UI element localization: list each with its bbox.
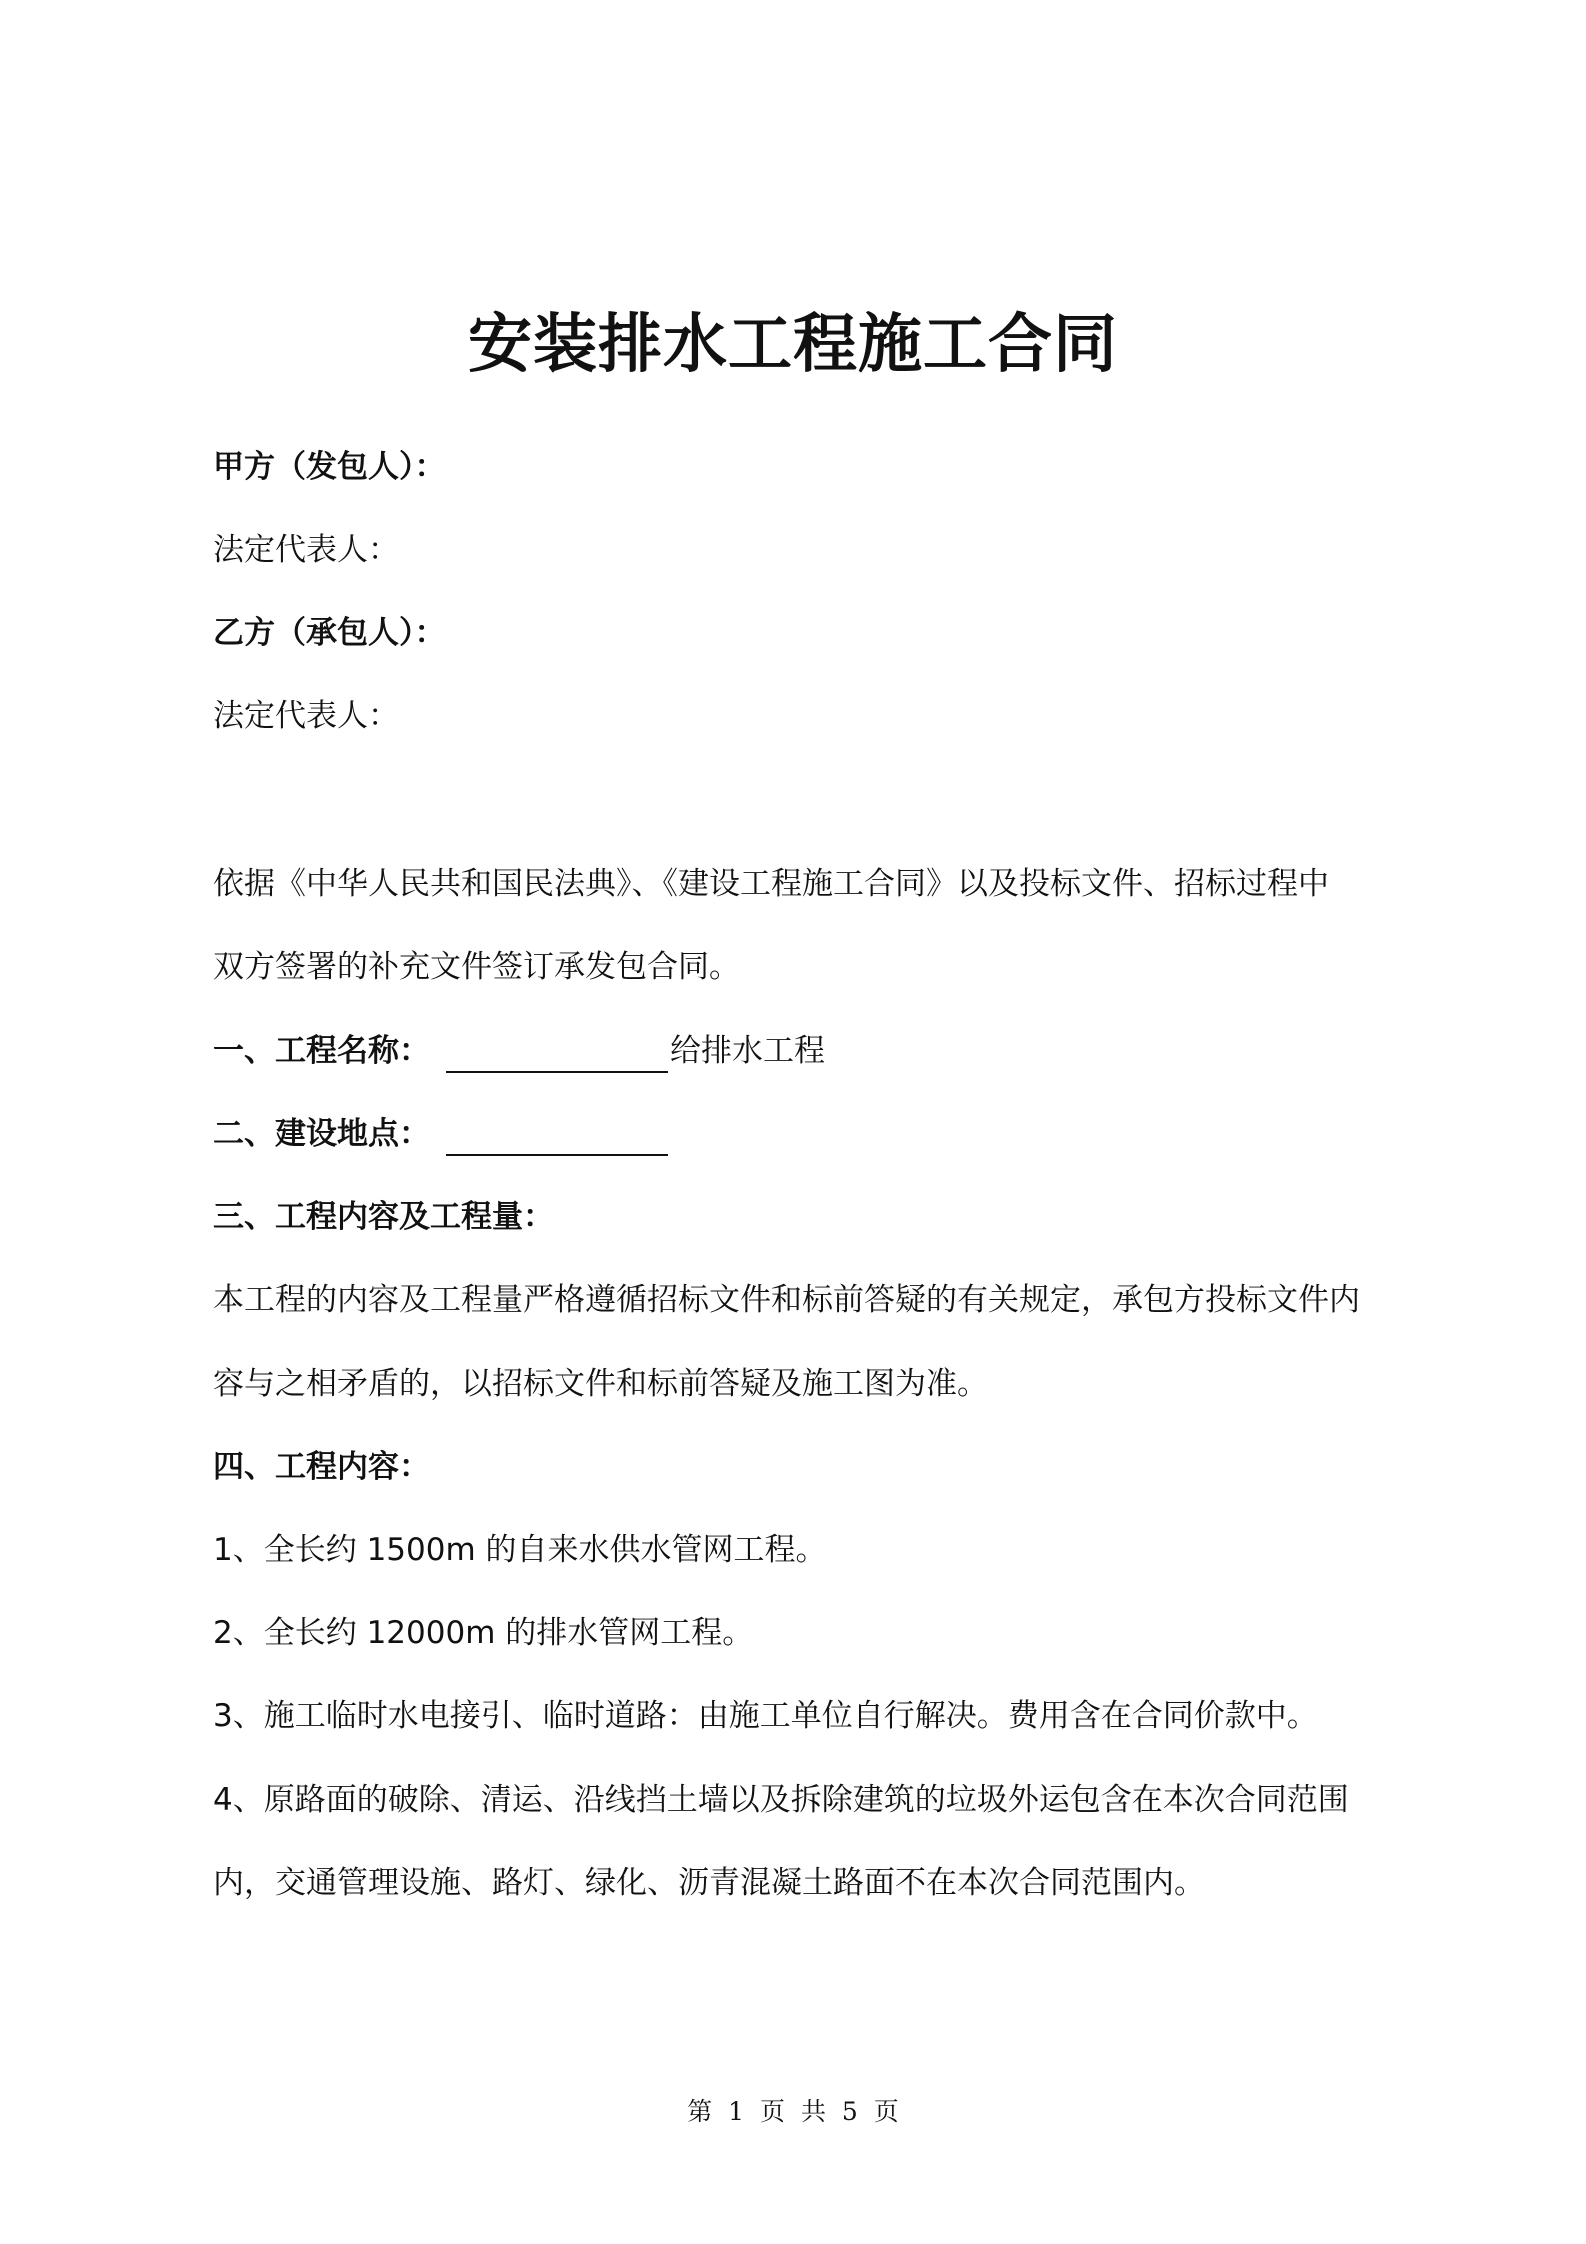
content-item-1: 1、全长约 1500m 的自来水供水管网工程。 — [213, 1532, 827, 1568]
page-number-footer: 第 1 页 共 5 页 — [687, 2097, 899, 2126]
party-a-representative-label: 法定代表人： — [213, 532, 399, 568]
location-blank — [446, 1118, 668, 1156]
content-item-3: 3、施工临时水电接引、临时道路：由施工单位自行解决。费用含在合同价款中。 — [213, 1698, 1318, 1734]
party-b-representative-label: 法定代表人： — [213, 698, 399, 734]
section-location-heading: 二、建设地点： — [213, 1116, 430, 1152]
section-project-name — [213, 1029, 825, 1073]
section-scope-line-2: 容与之相矛盾的，以招标文件和标前答疑及施工图为准。 — [213, 1366, 988, 1402]
section-project-name-heading: 一、工程名称： — [213, 1033, 430, 1069]
content-item-4-line-2: 内，交通管理设施、路灯、绿化、沥青混凝土路面不在本次合同范围内。 — [213, 1865, 1205, 1901]
content-item-4-line-1: 4、原路面的破除、清运、沿线挡土墙以及拆除建筑的垃圾外运包含在本次合同范围 — [213, 1782, 1349, 1818]
document-title: 安装排水工程施工合同 — [468, 308, 1118, 382]
content-item-2: 2、全长约 12000m 的排水管网工程。 — [213, 1615, 754, 1651]
party-b-label: 乙方（承包人）： — [213, 615, 446, 651]
section-location — [213, 1112, 670, 1156]
party-a-label: 甲方（发包人）： — [213, 449, 446, 485]
project-name-blank — [446, 1035, 668, 1073]
section-scope-heading: 三、工程内容及工程量： — [213, 1199, 554, 1235]
section-scope-line-1: 本工程的内容及工程量严格遵循招标文件和标前答疑的有关规定，承包方投标文件内 — [213, 1282, 1360, 1318]
intro-paragraph-line-2: 双方签署的补充文件签订承发包合同。 — [213, 949, 740, 985]
section-content-heading: 四、工程内容： — [213, 1449, 430, 1485]
intro-paragraph-line-1: 依据《中华人民共和国民法典》、《建设工程施工合同》以及投标文件、招标过程中 — [213, 866, 1329, 902]
project-name-value: 给排水工程 — [670, 1033, 825, 1069]
